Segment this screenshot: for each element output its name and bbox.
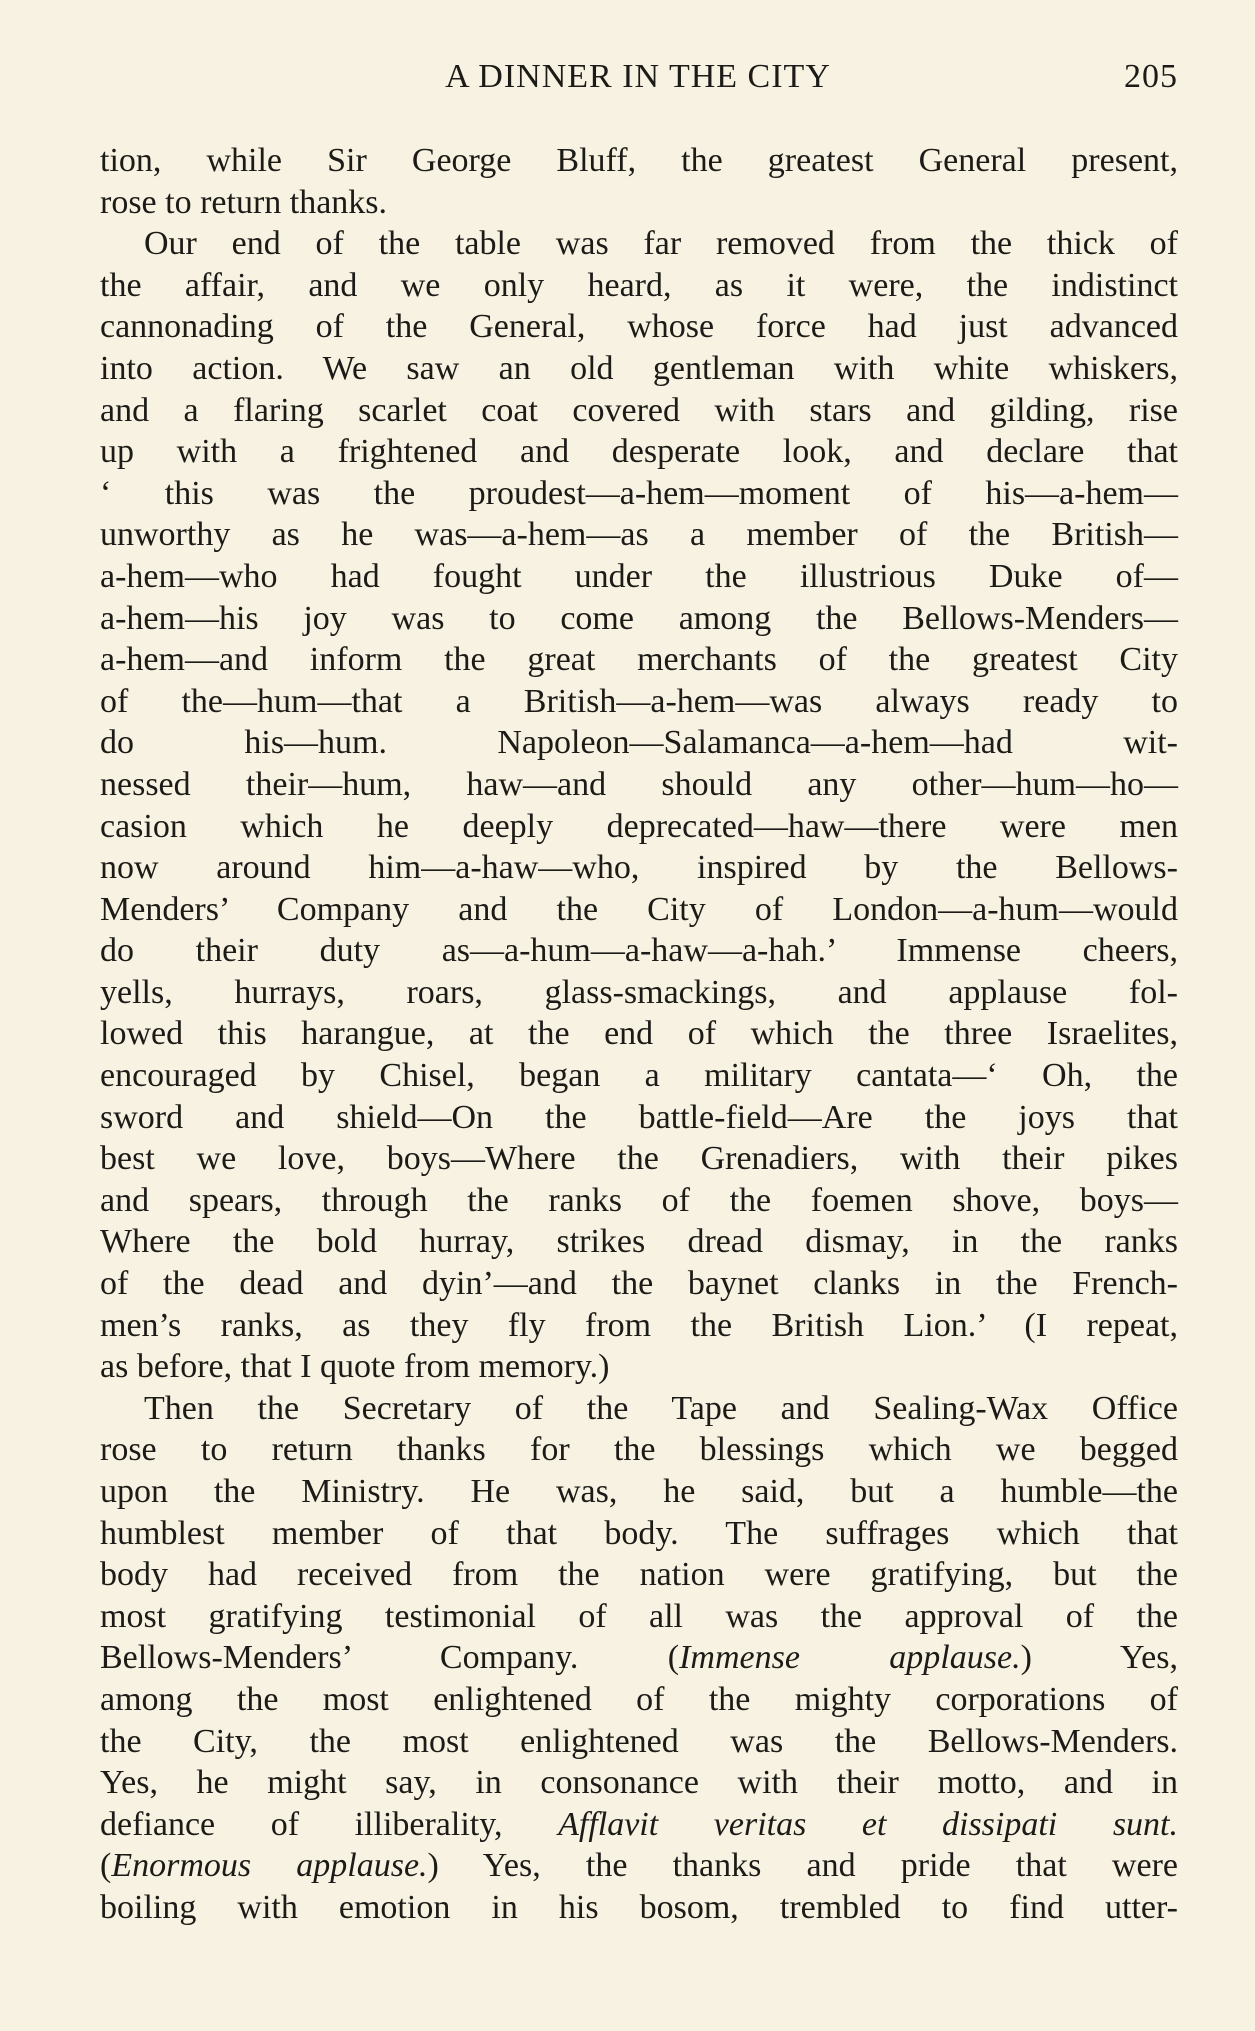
text-line: a-hem—and inform the great merchants of the greatest City [100,641,1178,679]
text-line: and a flaring scarlet coat covered with stars and gilding, rise [100,391,1178,429]
text-line: Bellows-Menders’ Company. (Immense applause.) Yes, [100,1639,1178,1677]
text-line: Then the Secretary of the Tape and Sealing-Wax Office [144,1389,1178,1427]
text-line: of the—hum—that a British—a-hem—was always ready to [100,682,1178,720]
text-line: boiling with emotion in his bosom, trembled to find utter- [100,1888,1178,1926]
text-line: as before, that I quote from memory.) [100,1348,610,1386]
text-line: yells, hurrays, roars, glass-smackings, and applause fol- [100,973,1178,1011]
text-line: nessed their—hum, haw—and should any other—hum—ho— [100,765,1178,803]
text-line: Yes, he might say, in consonance with their motto, and in [100,1764,1178,1802]
text-line: into action. We saw an old gentleman with white whiskers, [100,349,1178,387]
text-line: men’s ranks, as they fly from the British Lion.’ (I repeat, [100,1306,1178,1344]
text-line: defiance of illiberality, Afflavit veritas et dissipati sunt. [100,1805,1179,1843]
text-line: the City, the most enlightened was the Bellows-Menders. [100,1722,1178,1760]
text-line: do his—hum. Napoleon—Salamanca—a-hem—had wit- [100,724,1178,762]
page-number: 205 [1124,58,1178,95]
text-line: Where the bold hurray, strikes dread dismay, in the ranks [100,1223,1178,1261]
text-line: upon the Ministry. He was, he said, but a humble—the [100,1473,1178,1510]
text-line: and spears, through the ranks of the foemen shove, boys— [100,1181,1178,1219]
text-line: tion, while Sir George Bluff, the greatest General present, [100,142,1178,179]
text-line: rose to return thanks. [100,183,388,221]
text-line: ‘ this was the proudest—a-hem—moment of his—a-hem— [100,474,1178,512]
text-line: encouraged by Chisel, began a military cantata—‘ Oh, the [100,1057,1178,1095]
text-line: cannonading of the General, whose force had just advanced [100,308,1178,346]
text-line: the affair, and we only heard, as it were, the indistinct [100,266,1178,304]
text-line: among the most enlightened of the mighty corporations of [100,1680,1178,1718]
body-text [100,140,1178,1929]
text-line: Menders’ Company and the City of London—a-hum—would [100,890,1178,928]
text-line: a-hem—who had fought under the illustrious Duke of— [100,557,1178,595]
text-line: sword and shield—On the battle-field—Are the joys that [100,1098,1178,1136]
text-line: of the dead and dyin’—and the baynet clanks in the French- [100,1265,1178,1303]
text-line: casion which he deeply deprecated—haw—there were men [100,807,1178,845]
text-line: (Enormous applause.) Yes, the thanks and pride that were [100,1847,1178,1885]
text-line: lowed this harangue, at the end of which the three Israelites, [100,1015,1178,1053]
text-line: best we love, boys—Where the Grenadiers, with their pikes [100,1140,1178,1178]
text-line: Our end of the table was far removed from the thick of [144,225,1178,263]
text-line: up with a frightened and desperate look, and declare that [100,433,1178,471]
chapter-title: A DINNER IN THE CITY [445,58,831,95]
text-line: body had received from the nation were gratifying, but the [100,1556,1178,1594]
text-line: do their duty as—a-hum—a-haw—a-hah.’ Immense cheers, [100,932,1178,970]
text-line: unworthy as he was—a-hem—as a member of the British— [100,516,1178,554]
running-head [98,58,1178,98]
text-line: rose to return thanks for the blessings which we begged [100,1431,1178,1469]
text-line: most gratifying testimonial of all was the approval of the [100,1597,1178,1635]
text-line: a-hem—his joy was to come among the Bellows-Menders— [100,599,1178,637]
text-line: humblest member of that body. The suffrages which that [100,1514,1178,1552]
text-line: now around him—a-haw—who, inspired by the Bellows- [100,849,1178,887]
